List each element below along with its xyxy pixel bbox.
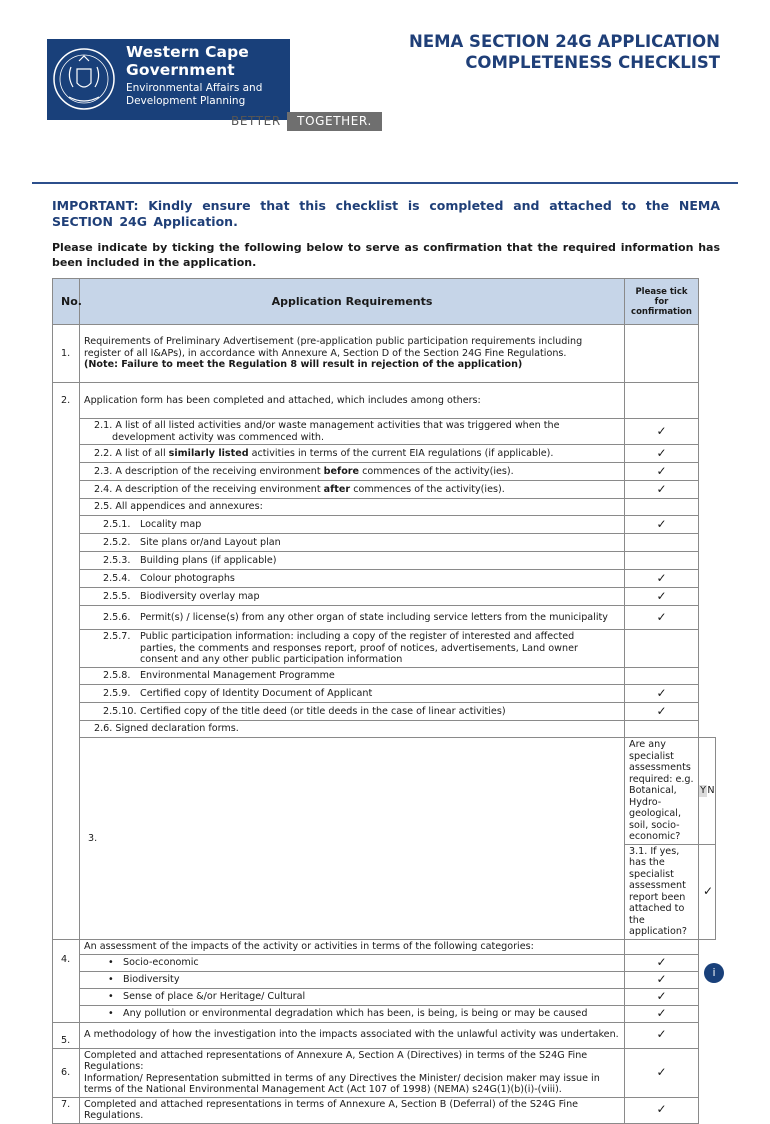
row-number: 3.	[80, 738, 625, 940]
requirement-text: An assessment of the impacts of the activity or activities in terms of the following categories:	[80, 939, 625, 954]
tick-cell[interactable]	[625, 325, 699, 383]
tick-mark[interactable]: ✓	[625, 954, 699, 971]
table-row	[53, 383, 716, 419]
requirement-2-4-emphasis: after	[323, 483, 351, 495]
table-row	[53, 738, 716, 845]
tick-mark[interactable]: ✓	[625, 1005, 699, 1022]
requirement-2-2	[80, 445, 625, 463]
requirement-3-1: 3.1. If yes, has the specialist assessment report been attached to the application?	[625, 844, 699, 939]
tick-mark[interactable]: ✓	[625, 570, 699, 588]
row-number: 2.	[53, 383, 80, 940]
government-logo	[47, 39, 290, 120]
requirement-1-note: (Note: Failure to meet the Regulation 8 will result in rejection of the application)	[84, 359, 523, 371]
table-row	[53, 516, 716, 534]
logo-text-line2: Government	[126, 61, 235, 79]
table-row	[53, 939, 716, 954]
table-row	[53, 463, 716, 481]
header-divider	[32, 182, 738, 184]
appendix-item	[80, 588, 625, 606]
header-requirements: Application Requirements	[80, 279, 625, 325]
requirement-2-2-text-end: activities in terms of the current EIA regulations (if applicable).	[248, 447, 554, 459]
requirement-6-text: Completed and attached representations of Annexure A, Section A (Directives) in terms of the S24G Fine Regulations:	[84, 1049, 588, 1072]
table-row	[53, 481, 716, 499]
appendix-item-number: 2.5.9.	[103, 687, 131, 699]
tick-mark[interactable]: ✓	[625, 1048, 699, 1097]
appendix-item-text: Public participation information: including a copy of the register of interested and affected parties, the comments and responses report, proof of notices, advertisements, Land owner consent and any other public participation information	[140, 631, 578, 666]
no-option[interactable]: N	[707, 784, 715, 796]
appendix-item-number: 2.5.7.	[103, 631, 131, 643]
table-row	[53, 703, 716, 721]
table-row	[53, 325, 716, 383]
requirement-2-4-text-end: commences of the activity(ies).	[350, 483, 505, 495]
appendix-item-text: Certified copy of the title deed (or title deeds in the case of linear activities)	[140, 705, 506, 717]
requirement-2-4-text: 2.4. A description of the receiving environment	[94, 483, 324, 495]
table-row	[53, 499, 716, 516]
tick-mark[interactable]: ✓	[625, 971, 699, 988]
requirement-2-4	[80, 481, 625, 499]
tick-mark[interactable]: ✓	[625, 588, 699, 606]
header-no: No.	[53, 279, 80, 325]
tick-cell[interactable]	[625, 499, 699, 516]
tick-mark[interactable]: ✓	[699, 844, 716, 939]
tick-cell[interactable]	[625, 721, 699, 738]
header-tick: Please tick for confirmation	[625, 279, 699, 325]
appendix-item-text: Building plans (if applicable)	[140, 554, 277, 566]
appendix-item-text: Permit(s) / license(s) from any other organ of state including service letters from the municipality	[140, 611, 608, 623]
tick-mark[interactable]: ✓	[625, 1022, 699, 1048]
table-row	[53, 668, 716, 685]
row-number: 1.	[53, 325, 80, 383]
impact-category-text: Any pollution or environmental degradation which has been, is being, is being or may be caused	[123, 1007, 588, 1019]
appendix-item	[80, 685, 625, 703]
page-number-badge: i	[704, 963, 724, 983]
yes-option[interactable]: Y	[700, 784, 706, 796]
appendix-item	[80, 668, 625, 685]
tick-mark[interactable]: ✓	[625, 685, 699, 703]
requirement-2-5: 2.5. All appendices and annexures:	[80, 499, 625, 516]
tick-cell[interactable]	[625, 630, 699, 668]
impact-category-text: Sense of place &/or Heritage/ Cultural	[123, 990, 306, 1002]
intro-instruction: Please indicate by ticking the following below to serve as confirmation that the required information has been included in the application.	[52, 241, 720, 269]
table-row	[53, 1048, 716, 1097]
row-number: 6.	[53, 1048, 80, 1097]
table-row	[53, 588, 716, 606]
appendix-item-number: 2.5.4.	[103, 572, 131, 584]
appendix-item-text: Biodiversity overlay map	[140, 590, 260, 602]
tick-mark[interactable]: ✓	[625, 481, 699, 499]
bullet-icon: •	[108, 956, 114, 968]
checklist-table	[52, 278, 716, 1124]
appendix-item-number: 2.5.2.	[103, 536, 131, 548]
tick-mark[interactable]: ✓	[625, 463, 699, 481]
tick-cell[interactable]	[625, 668, 699, 685]
requirement-1-text: Requirements of Preliminary Advertisement (pre-application public participation requirements including register of all I&APs), in accordance with Annexure A, Section D of the Section 24G Fine Regulations.	[84, 336, 583, 359]
bullet-icon: •	[108, 973, 114, 985]
appendix-item	[80, 570, 625, 588]
bullet-icon: •	[108, 1007, 114, 1019]
requirement-2-3-text: 2.3. A description of the receiving environment	[94, 465, 324, 477]
tick-mark[interactable]: ✓	[625, 516, 699, 534]
appendix-item	[80, 703, 625, 721]
requirement-2-2-emphasis: similarly listed	[168, 447, 249, 459]
table-row	[53, 721, 716, 738]
requirement-text: Are any specialist assessments required: e.g. Botanical, Hydro-geological, soil, socio-economic?	[625, 738, 699, 845]
table-row	[53, 685, 716, 703]
coat-of-arms-icon	[47, 39, 121, 120]
impact-category-text: Biodiversity	[123, 973, 180, 985]
slogan-better: BETTER	[231, 114, 281, 128]
tick-mark[interactable]: ✓	[625, 445, 699, 463]
requirement-text: Completed and attached representations in terms of Annexure A, Section B (Deferral) of the S24G Fine Regulations.	[80, 1097, 625, 1123]
row-number: 7.	[53, 1097, 80, 1123]
appendix-item-number: 2.5.6.	[103, 611, 131, 623]
table-row	[53, 570, 716, 588]
table-row	[53, 419, 716, 445]
tick-mark[interactable]: ✓	[625, 606, 699, 630]
logo-department-line2: Development Planning	[126, 95, 246, 107]
requirement-text	[80, 325, 625, 383]
table-row	[53, 954, 716, 971]
title-line1: NEMA SECTION 24G APPLICATION	[409, 32, 720, 51]
appendix-item	[80, 606, 625, 630]
requirement-text: A methodology of how the investigation into the impacts associated with the unlawful activity was undertaken.	[80, 1022, 625, 1048]
appendix-item	[80, 552, 625, 570]
tick-cell[interactable]	[625, 383, 699, 419]
requirement-2-3	[80, 463, 625, 481]
table-row	[53, 1005, 716, 1022]
tick-mark[interactable]: ✓	[625, 419, 699, 445]
appendix-item	[80, 516, 625, 534]
yes-no-cell[interactable]	[699, 738, 716, 845]
appendix-item-number: 2.5.3.	[103, 554, 131, 566]
row-number: 4.	[53, 939, 80, 1022]
appendix-item-number: 2.5.8.	[103, 670, 131, 682]
requirement-2-1-text: 2.1. A list of all listed activities and/or waste management activities that was triggered when the development activity was commenced with.	[94, 420, 560, 443]
appendix-item-text: Colour photographs	[140, 572, 235, 584]
tick-cell[interactable]	[625, 534, 699, 552]
requirement-6-detail: Information/ Representation submitted in terms of any Directives the Minister/ decision maker may issue in terms of the National Environmental Management Act (Act 107 of 1998) (NEMA) s24G(1)(b)(i)-(viii).	[84, 1072, 600, 1095]
document-title	[409, 31, 720, 73]
logo-text-line1: Western Cape	[126, 43, 249, 61]
important-notice: IMPORTANT: Kindly ensure that this checklist is completed and attached to the NEMA SECTION 24G Application.	[52, 198, 720, 229]
title-line2: COMPLETENESS CHECKLIST	[465, 53, 720, 72]
requirement-2-6: 2.6. Signed declaration forms.	[80, 721, 625, 738]
table-row	[53, 534, 716, 552]
tick-cell[interactable]	[625, 552, 699, 570]
requirement-2-1	[80, 419, 625, 445]
row-number: 5.	[53, 1022, 80, 1048]
appendix-item-text: Locality map	[140, 518, 202, 530]
table-row	[53, 1022, 716, 1048]
impact-category-text: Socio-economic	[123, 956, 199, 968]
table-row	[53, 552, 716, 570]
appendix-item-number: 2.5.5.	[103, 590, 131, 602]
appendix-item-number: 2.5.1.	[103, 518, 131, 530]
tick-mark[interactable]: ✓	[625, 1097, 699, 1123]
requirement-2-3-emphasis: before	[323, 465, 360, 477]
table-row	[53, 971, 716, 988]
tick-cell[interactable]	[625, 939, 699, 954]
appendix-item	[80, 534, 625, 552]
appendix-item-text: Site plans or/and Layout plan	[140, 536, 281, 548]
tick-mark[interactable]: ✓	[625, 703, 699, 721]
bullet-icon: •	[108, 990, 114, 1002]
requirement-text: Application form has been completed and attached, which includes among others:	[80, 383, 625, 419]
table-header-row	[53, 279, 716, 325]
appendix-item-text: Environmental Management Programme	[140, 670, 335, 682]
table-row	[53, 1097, 716, 1123]
table-row	[53, 606, 716, 630]
logo-department-line1: Environmental Affairs and	[126, 82, 263, 94]
table-row	[53, 630, 716, 668]
impact-category	[80, 988, 625, 1005]
table-row	[53, 445, 716, 463]
requirement-2-3-text-end: commences of the activity(ies).	[359, 465, 514, 477]
impact-category	[80, 971, 625, 988]
appendix-item	[80, 630, 625, 668]
requirement-2-2-text: 2.2. A list of all	[94, 447, 169, 459]
appendix-item-number: 2.5.10.	[103, 705, 137, 717]
requirement-text	[80, 1048, 625, 1097]
tick-mark[interactable]: ✓	[625, 988, 699, 1005]
table-row	[53, 988, 716, 1005]
impact-category	[80, 1005, 625, 1022]
slogan-together: TOGETHER.	[287, 112, 382, 131]
appendix-item-text: Certified copy of Identity Document of Applicant	[140, 687, 373, 699]
impact-category	[80, 954, 625, 971]
